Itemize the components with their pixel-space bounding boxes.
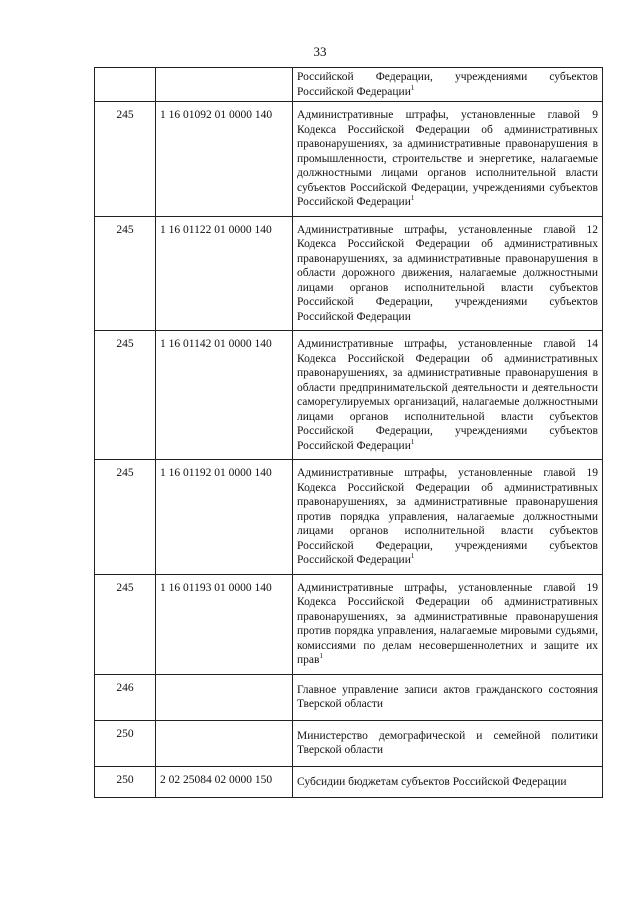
table-row	[95, 216, 603, 331]
budget-code-cell: 1 16 01092 01 0000 140	[156, 102, 293, 217]
income-name-cell	[293, 720, 603, 766]
budget-code-cell: 1 16 01192 01 0000 140	[156, 460, 293, 575]
table-row	[95, 102, 603, 217]
page-number: 33	[313, 44, 327, 59]
income-name-text: Министерство демографической и семейной политики Тверской области	[297, 729, 598, 756]
income-name-cell	[293, 68, 603, 102]
table-row	[95, 766, 603, 798]
budget-code-cell: 1 16 01193 01 0000 140	[156, 574, 293, 674]
income-name-cell	[293, 331, 603, 460]
income-name-text: Административные штрафы, установленные главой 14 Кодекса Российской Федерации об административных правонарушениях, за административные правонарушения в области предпринимательской деятельности и деятельности саморегулируемых организаций, налагаемые должностными лицами органов исполнительной власти субъектов Российской Федерации, учреждениями субъектов Российской Федерации	[297, 338, 598, 452]
footnote-marker: 1	[410, 552, 415, 561]
income-name-text: Главное управление записи актов гражданского состояния Тверской области	[297, 683, 598, 710]
budget-code-cell	[156, 674, 293, 720]
footnote-marker: 1	[319, 652, 323, 661]
income-name-cell	[293, 766, 603, 798]
footnote-marker: 1	[410, 83, 415, 92]
admin-code-cell: 245	[95, 216, 156, 331]
budget-code-cell: 1 16 01142 01 0000 140	[156, 331, 293, 460]
table-row	[95, 574, 603, 674]
admin-code-cell: 250	[95, 766, 156, 798]
admin-code-cell: 245	[95, 574, 156, 674]
admin-code-cell: 245	[95, 460, 156, 575]
budget-code-cell: 2 02 25084 02 0000 150	[156, 766, 293, 798]
budget-code-cell: 1 16 01122 01 0000 140	[156, 216, 293, 331]
budget-code-cell	[156, 68, 293, 102]
income-name-text: Административные штрафы, установленные главой 19 Кодекса Российской Федерации об административных правонарушениях, за административные правонарушения против порядка управления, налагаемые мировыми судьями, комиссиями по делам несовершеннолетних и защите их прав	[297, 581, 598, 666]
income-name-text: Административные штрафы, установленные главой 19 Кодекса Российской Федерации об административных правонарушениях, за административные правонарушения против порядка управления, налагаемые должностными лицами органов исполнительной власти субъектов Российской Федерации, учреждениями субъектов Российской Федерации	[297, 467, 598, 566]
admin-code-cell: 245	[95, 331, 156, 460]
income-name-cell	[293, 460, 603, 575]
footnote-marker: 1	[410, 437, 415, 446]
table-row	[95, 674, 603, 720]
income-name-cell	[293, 574, 603, 674]
admin-code-cell	[95, 68, 156, 102]
admin-code-cell: 250	[95, 720, 156, 766]
budget-classification-table	[94, 67, 603, 798]
table-row	[95, 720, 603, 766]
admin-code-cell: 246	[95, 674, 156, 720]
table-row	[95, 68, 603, 102]
income-name-cell	[293, 216, 603, 331]
income-name-text: Субсидии бюджетам субъектов Российской Федерации	[297, 775, 567, 788]
income-name-cell	[293, 674, 603, 720]
budget-code-cell	[156, 720, 293, 766]
footnote-marker: 1	[410, 194, 415, 203]
table-row	[95, 460, 603, 575]
income-name-text: Административные штрафы, установленные главой 9 Кодекса Российской Федерации об административных правонарушениях, за административные правонарушения в промышленности, строительстве и энергетике, налагаемые должностными лицами органов исполнительной власти субъектов Российской Федерации, учреждениями субъектов Российской Федерации	[297, 109, 598, 208]
income-name-text: Российской Федерации, учреждениями субъектов Российской Федерации	[297, 71, 598, 98]
admin-code-cell: 245	[95, 102, 156, 217]
table-row	[95, 331, 603, 460]
income-name-cell	[293, 102, 603, 217]
income-name-text: Административные штрафы, установленные главой 12 Кодекса Российской Федерации об административных правонарушениях, за административные правонарушения в области дорожного движения, налагаемые должностными лицами органов исполнительной власти субъектов Российской Федерации, учреждениями субъектов Российской Федерации	[297, 223, 598, 323]
